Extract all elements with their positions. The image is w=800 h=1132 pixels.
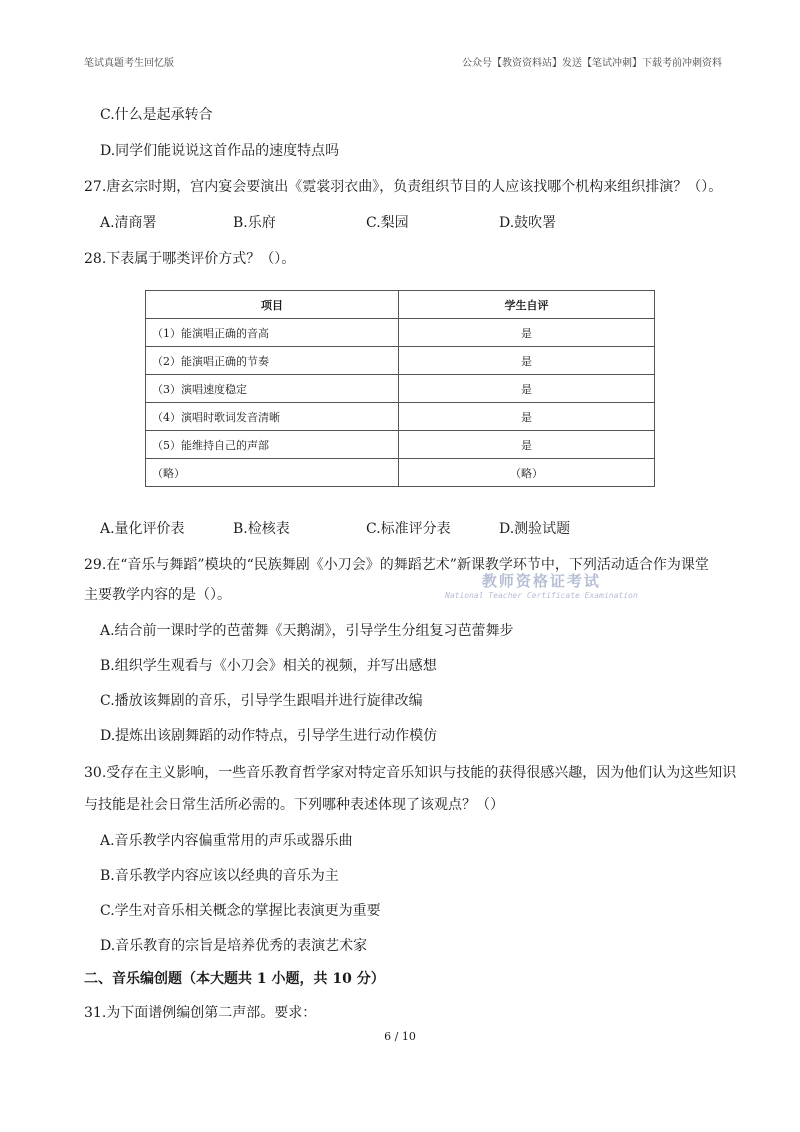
q29-option-c: C.播放该舞剧的音乐，引导学生跟唱并进行旋律改编: [100, 693, 423, 709]
table-cell-item: （3）演唱速度稳定: [146, 375, 399, 403]
table-cell-item: （4）演唱时歌词发音清晰: [146, 403, 399, 431]
q27-option-c: C.梨园: [366, 215, 409, 231]
header-right: 公众号【教资资料站】发送【笔试冲刺】下载考前冲刺资料: [462, 58, 722, 69]
table-cell-value: 是: [399, 319, 655, 347]
table-row: [146, 375, 655, 403]
table-header-item: 项目: [146, 291, 399, 319]
q29-option-d: D.提炼出该剧舞蹈的动作特点，引导学生进行动作模仿: [100, 728, 438, 744]
watermark-main: 教师资格证考试: [481, 572, 601, 590]
table-row: [146, 319, 655, 347]
q27-option-a: A.清商署: [100, 215, 157, 231]
table-cell-item: （1）能演唱正确的音高: [146, 319, 399, 347]
table-row: [146, 431, 655, 459]
table-header-row: [146, 291, 655, 319]
table-cell-item: （2）能演唱正确的节奏: [146, 347, 399, 375]
header-left: 笔试真题考生回忆版: [84, 58, 174, 69]
table-cell-value: 是: [399, 431, 655, 459]
table-cell-value: 是: [399, 347, 655, 375]
section-title: 二、音乐编创题（本大题共 1 小题，共 10 分）: [84, 971, 385, 987]
table-cell-value: 是: [399, 375, 655, 403]
q26-option-d: D.同学们能说说这首作品的速度特点吗: [100, 143, 340, 159]
table-cell-value: 是: [399, 403, 655, 431]
table-cell-item: （略）: [146, 459, 399, 487]
q30-question-line1: 30.受存在主义影响，一些音乐教育哲学家对特定音乐知识与技能的获得很感兴趣，因为他们认为这些知识: [84, 765, 737, 781]
table-cell-value: （略）: [399, 459, 655, 487]
q26-option-c: C.什么是起承转合: [100, 107, 213, 123]
q27-options: [100, 212, 632, 232]
table-header-self-eval: 学生自评: [399, 291, 655, 319]
q29-option-b: B.组织学生观看与《小刀会》相关的视频，并写出感想: [100, 658, 437, 674]
table-cell-item: （5）能维持自己的声部: [146, 431, 399, 459]
q30-option-d: D.音乐教育的宗旨是培养优秀的表演艺术家: [100, 938, 368, 954]
q27-option-d: D.鼓吹署: [499, 215, 557, 231]
q28-option-c: C.标准评分表: [366, 521, 451, 537]
page-number: 6 / 10: [384, 1030, 416, 1043]
watermark: [445, 570, 638, 600]
q28-options: [100, 518, 632, 538]
q27-question: 27.唐玄宗时期，宫内宴会要演出《霓裳羽衣曲》，负责组织节目的人应该找哪个机构来组织排演？（）。: [84, 179, 723, 195]
q30-option-c: C.学生对音乐相关概念的掌握比表演更为重要: [100, 903, 381, 919]
q30-question-line2: 与技能是社会日常生活所必需的。下列哪种表述体现了该观点？（）: [84, 797, 504, 813]
q28-question: 28.下表属于哪类评价方式？（）。: [84, 251, 296, 267]
evaluation-table: [145, 290, 655, 487]
q30-option-a: A.音乐教学内容偏重常用的声乐或器乐曲: [100, 833, 353, 849]
watermark-sub: National Teacher Certificate Examination: [445, 591, 638, 600]
q28-option-d: D.测验试题: [499, 521, 571, 537]
q27-option-b: B.乐府: [233, 215, 276, 231]
q28-option-a: A.量化评价表: [100, 521, 185, 537]
q29-question-line2: 主要教学内容的是（）。: [84, 587, 231, 603]
q29-question-line1: 29.在“音乐与舞蹈”模块的“民族舞剧《小刀会》的舞蹈艺术”新课教学环节中，下列活动适合作为课堂: [84, 557, 709, 573]
q28-option-b: B.检核表: [233, 521, 290, 537]
q29-option-a: A.结合前一课时学的芭蕾舞《天鹅湖》，引导学生分组复习芭蕾舞步: [100, 623, 514, 639]
table-row: [146, 459, 655, 487]
table-row: [146, 347, 655, 375]
q30-option-b: B.音乐教学内容应该以经典的音乐为主: [100, 868, 339, 884]
q31-question: 31.为下面谱例编创第二声部。要求：: [84, 1005, 317, 1021]
table-row: [146, 403, 655, 431]
